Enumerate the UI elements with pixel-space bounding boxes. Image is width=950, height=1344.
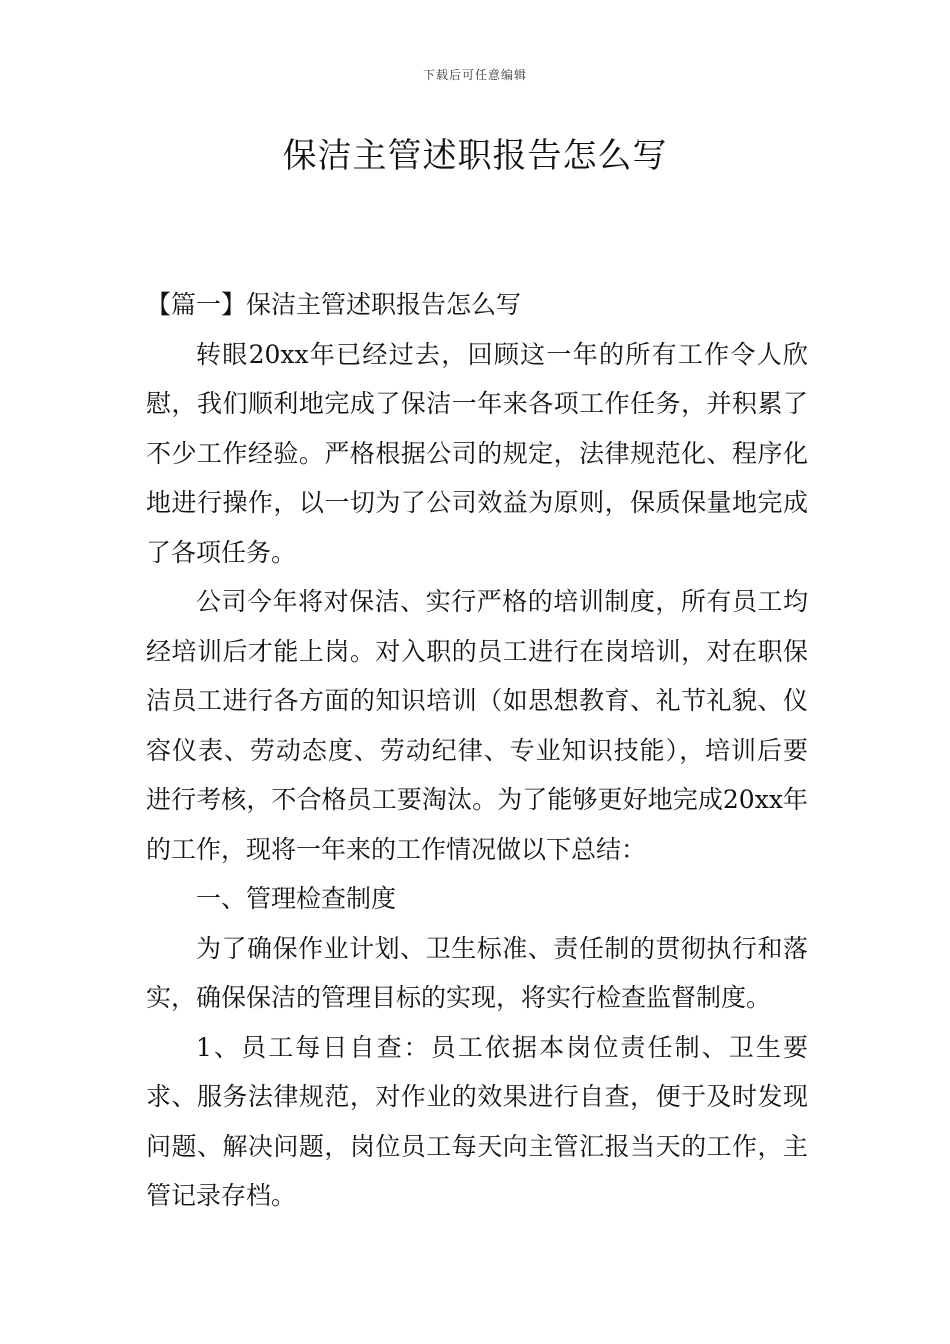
header-note: 下载后可任意编辑 bbox=[422, 68, 527, 82]
paragraph-daily-self-check: 1、员工每日自查：员工依据本岗位责任制、卫生要求、服务法律规范，对作业的效果进行自查，便于及时发现问题、解决问题，岗位员工每天向主管汇报当天的工作，主管记录存档。 bbox=[146, 1032, 808, 1210]
section-heading: 【篇一】保洁主管述职报告怎么写 bbox=[146, 290, 522, 319]
document-title: 保洁主管述职报告怎么写 bbox=[282, 136, 668, 176]
paragraph-inspection: 为了确保作业计划、卫生标准、责任制的贯彻执行和落实，确保保洁的管理目标的实现，将实行检查监督制度。 bbox=[146, 933, 808, 1012]
subheading-inspection-system: 一、管理检查制度 bbox=[196, 884, 397, 913]
paragraph-intro: 转眼20xx年已经过去，回顾这一年的所有工作令人欣慰，我们顺利地完成了保洁一年来各项工作任务，并积累了不少工作经验。严格根据公司的规定，法律规范化、程序化地进行操作，以一切为了公司效益为原则，保质保量地完成了各项任务。 bbox=[146, 339, 808, 567]
document-body bbox=[146, 280, 808, 1221]
paragraph-training: 公司今年将对保洁、实行严格的培训制度，所有员工均经培训后才能上岗。对入职的员工进行在岗培训，对在职保洁员工进行各方面的知识培训（如思想教育、礼节礼貌、仪容仪表、劳动态度、劳动纪律、专业知识技能），培训后要进行考核，不合格员工要淘汰。为了能够更好地完成20xx年的工作，现将一年来的工作情况做以下总结： bbox=[146, 587, 808, 864]
